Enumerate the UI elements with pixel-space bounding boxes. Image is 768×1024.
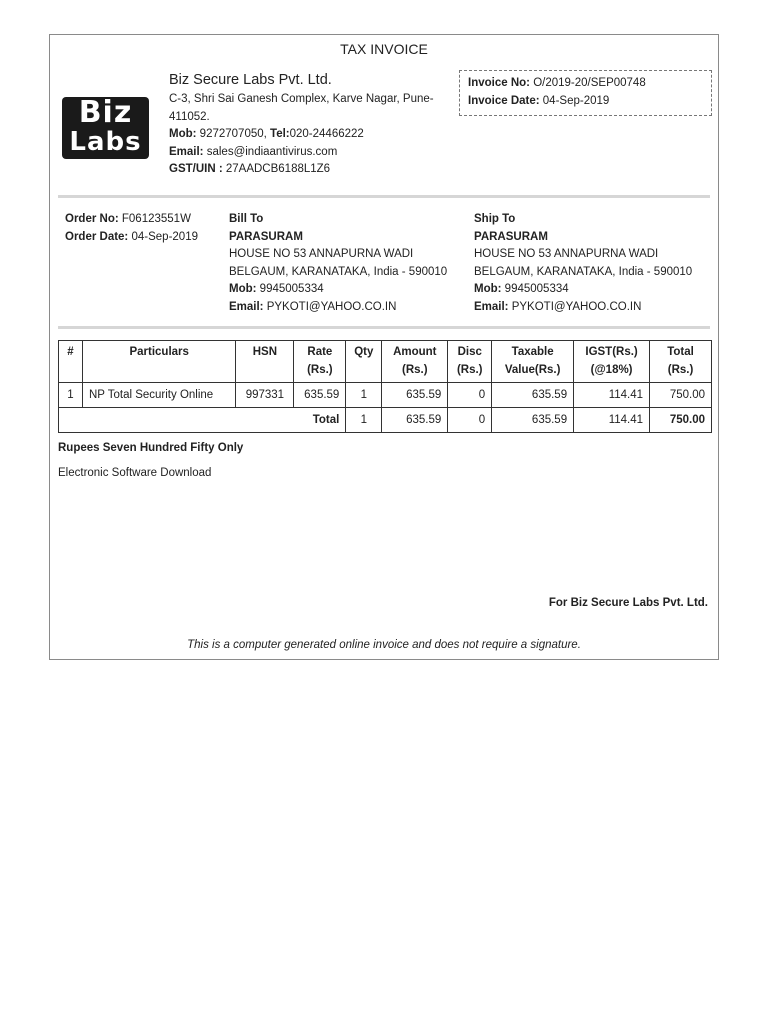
ship-to-name: PARASURAM <box>474 230 548 243</box>
items-table <box>58 340 712 433</box>
col-header: IGST(Rs.) (@18%) <box>574 341 650 383</box>
footer-note: This is a computer generated online invoice and does not require a signature. <box>187 639 581 651</box>
cell-amount: 635.59 <box>382 383 448 408</box>
table-header-row <box>59 341 712 383</box>
order-no-label: Order No: <box>65 213 119 225</box>
col-header: Amount (Rs.) <box>382 341 448 383</box>
col-header: Taxable Value(Rs.) <box>492 341 574 383</box>
bill-to <box>229 211 447 316</box>
bill-to-mob <box>229 281 447 299</box>
invoice-date-value: 04-Sep-2019 <box>542 94 610 107</box>
bill-to-addr1: HOUSE NO 53 ANNAPURNA WADI <box>229 248 414 260</box>
invoice-frame <box>49 34 719 660</box>
ship-to-email <box>474 299 692 317</box>
invoice-no-label: Invoice No: <box>468 77 530 89</box>
invoice-number <box>468 75 703 93</box>
cell-hsn: 997331 <box>236 383 294 408</box>
cell-igst: 114.41 <box>574 383 650 408</box>
col-header: Qty <box>346 341 382 383</box>
col-header: Particulars <box>82 341 235 383</box>
delivery-note: Electronic Software Download <box>58 467 212 479</box>
cell-disc: 0 <box>448 383 492 408</box>
company-phone <box>169 126 444 144</box>
bill-email-value: PYKOTI@YAHOO.CO.IN <box>266 300 397 313</box>
bill-email-label: Email: <box>229 300 264 313</box>
ship-to-addr2: BELGAUM, KARANATAKA, India - 590010 <box>474 265 693 278</box>
document-title: TAX INVOICE <box>340 41 428 57</box>
tel-label: Tel: <box>270 128 290 140</box>
invoice-info-box <box>459 70 712 116</box>
col-header: # <box>59 341 83 383</box>
signatory-company: For Biz Secure Labs Pvt. Ltd. <box>548 597 708 609</box>
ship-to-heading: Ship To <box>474 213 516 225</box>
cell-particulars: NP Total Security Online <box>82 383 235 408</box>
tel-value: 020-24466222 <box>289 128 364 140</box>
gst-label: GST/UIN : <box>169 163 223 175</box>
total-taxable: 635.59 <box>492 408 574 433</box>
cell-total: 750.00 <box>650 383 712 408</box>
cell-qty: 1 <box>346 383 382 408</box>
total-label: Total <box>59 408 346 433</box>
company-gst <box>169 161 444 179</box>
total-amount: 635.59 <box>382 408 448 433</box>
logo-line2: Labs <box>69 127 142 157</box>
bill-mob-value: 9945005334 <box>259 283 324 295</box>
col-header: HSN <box>236 341 294 383</box>
total-qty: 1 <box>346 408 382 433</box>
table-total-row <box>59 408 712 433</box>
col-header: Total (Rs.) <box>650 341 712 383</box>
order-date-value: 04-Sep-2019 <box>131 230 198 243</box>
bill-to-addr2: BELGAUM, KARANATAKA, India - 590010 <box>229 265 448 278</box>
order-date <box>65 229 198 247</box>
invoice-date <box>468 93 703 111</box>
bill-mob-label: Mob: <box>229 283 257 295</box>
company-logo <box>62 97 149 159</box>
grand-total: 750.00 <box>650 408 712 433</box>
section-divider <box>58 195 710 198</box>
order-number <box>65 211 198 229</box>
invoice-date-label: Invoice Date: <box>468 94 540 107</box>
cell-index: 1 <box>59 383 83 408</box>
gst-value: 27AADCB6188L1Z6 <box>225 163 331 175</box>
ship-to <box>474 211 692 316</box>
ship-to-mob <box>474 281 692 299</box>
company-address-line2: 411052. <box>169 110 210 123</box>
ship-email-label: Email: <box>474 300 509 313</box>
ship-to-addr1: HOUSE NO 53 ANNAPURNA WADI <box>474 248 659 260</box>
company-name: Biz Secure Labs Pvt. Ltd. <box>169 72 332 88</box>
total-igst: 114.41 <box>574 408 650 433</box>
section-divider <box>58 326 710 329</box>
bill-to-name: PARASURAM <box>229 230 303 243</box>
total-disc: 0 <box>448 408 492 433</box>
order-no-value: F06123551W <box>121 213 191 225</box>
amount-in-words: Rupees Seven Hundred Fifty Only <box>58 442 244 454</box>
email-label: Email: <box>169 145 204 158</box>
cell-rate: 635.59 <box>294 383 346 408</box>
logo-line1: Biz <box>78 95 133 130</box>
col-header: Rate (Rs.) <box>294 341 346 383</box>
company-email <box>169 144 444 162</box>
col-header: Disc (Rs.) <box>448 341 492 383</box>
ship-email-value: PYKOTI@YAHOO.CO.IN <box>511 300 642 313</box>
ship-mob-value: 9945005334 <box>504 283 569 295</box>
company-details <box>169 70 444 179</box>
order-details <box>65 211 198 246</box>
mob-value: 9272707050, <box>199 128 267 140</box>
cell-taxable: 635.59 <box>492 383 574 408</box>
company-address-line1: C-3, Shri Sai Ganesh Complex, Karve Nagar, Pune- <box>169 93 434 105</box>
email-value: sales@indiaantivirus.com <box>206 145 338 158</box>
invoice-no-value: O/2019-20/SEP00748 <box>533 77 646 89</box>
ship-mob-label: Mob: <box>474 283 502 295</box>
bill-to-email <box>229 299 447 317</box>
table-row <box>59 383 712 408</box>
mob-label: Mob: <box>169 128 197 140</box>
order-date-label: Order Date: <box>65 230 129 243</box>
bill-to-heading: Bill To <box>229 213 264 225</box>
